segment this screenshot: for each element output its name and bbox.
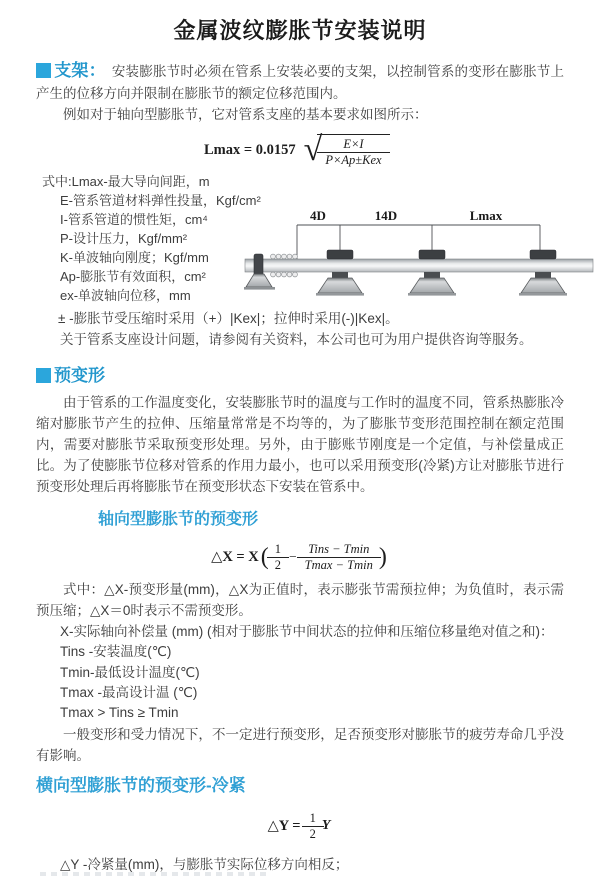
open-paren: ( (260, 544, 269, 571)
fraction-numerator: Tins − Tmin (297, 542, 381, 557)
pipe-support-icon (316, 250, 364, 296)
temperature-fraction (301, 542, 377, 572)
section-bullet-icon (36, 63, 51, 78)
one-half-fraction (306, 811, 320, 841)
temp-line: Tmax > Tins ≥ Tmin (60, 705, 179, 720)
lateral-predeform-heading: 横向型膨胀节的预变形-冷紧 (36, 776, 246, 796)
pipe-diagram-svg (243, 207, 597, 309)
pipe (245, 259, 593, 272)
guide-spacing-formula (204, 131, 564, 169)
definition-line: K-单波轴向刚度；Kgf/mm (60, 249, 209, 265)
support-requirement-diagram (243, 207, 597, 309)
fraction (321, 137, 385, 167)
support-intro-paragraph (36, 58, 564, 105)
radicand (317, 134, 389, 167)
temp-line: Tins -安装温度(℃) (60, 644, 172, 660)
support-intro-text: 安装膨胀节时必须在管系上安装必要的支架，以控制管系的变形在膨胀节上产生的位移方向并限制在膨胀节的额定位移范围内。 (36, 64, 565, 102)
axial-note-line: 一般变形和受力情况下，不一定进行预变形，足否预变形对膨胀节的疲劳寿命几乎没有影响。 (36, 727, 564, 764)
section-bullet-icon (36, 368, 51, 383)
definition-line: I-管系管道的惯性矩，cm⁴ (60, 211, 208, 227)
definition-line: Ap-膨胀节有效面积，cm² (60, 268, 206, 284)
dimension-label-4d: 4D (310, 208, 326, 223)
temp-line: Tmin-最低设计温度(℃) (60, 664, 200, 680)
fraction-numerator: 1 (267, 542, 289, 557)
one-half-fraction (271, 542, 285, 572)
formula-rhs: Y (321, 818, 331, 834)
minus-operator: − (289, 548, 297, 564)
definition-line: ex-单波轴向位移，mm (60, 287, 191, 303)
temp-line: Tmax -最高设计温 (℃) (60, 684, 198, 700)
document-page (0, 14, 600, 876)
definition-line: E-管系管道材料弹性投量，Kgf/cm² (60, 193, 261, 208)
dimension-label-14d: 14D (374, 208, 398, 223)
fraction-numerator: 1 (302, 811, 324, 826)
dimension-label-lmax: Lmax (469, 208, 503, 223)
cut-off-text-line (40, 872, 270, 876)
axial-predeform-heading: 轴向型膨胀节的预变形 (98, 510, 259, 528)
axial-predeform-formula (36, 542, 564, 572)
pipe-support-icon (519, 250, 567, 296)
predeform-body-paragraph: 由于管系的工作温度变化，安装膨胀节时的温度与工作时的温度不同，管系热膨胀冷缩对膨胀节产生的拉伸、压缩量常常是不均等的，为了膨胀节变形范围控制在额定范围内，需要对膨胀节采取预变形处理。另外，由于膨账节刚度是一个定值，与补偿量成正比。为了使膨胀节位移对管系的作用力最小，也可以采用预变形(冷紧)方让对膨胀节进行预变形处理后再将膨胀节在预变形状态下安装在管系中。 (36, 395, 564, 494)
fraction-denominator: 2 (309, 826, 316, 841)
pipe-support-icon (408, 250, 456, 296)
formula-lhs: △X = X (211, 549, 259, 566)
fraction-denominator: P×Ap±Kex (325, 152, 382, 167)
support-section-heading: 支架： (54, 61, 106, 81)
consulting-note: 关于管系支座设计问题，请参阅有关资料，本公司也可为用户提供咨询等服务。 (60, 331, 533, 347)
definition-line: P-设计压力，Kgf/mm² (60, 230, 188, 246)
lateral-note-line: △Y -冷紧量(mm)，与膨胀节实际位移方向相反； (60, 857, 349, 873)
fraction-denominator: Tmax − Tmin (304, 557, 373, 572)
axial-where-line: 式中：△X-预变形量(mm)，△X为正值时，表示膨张节需预拉伸；为负值时，表示需预压缩；△X＝0时表示不需预变形。 (36, 582, 564, 619)
predeform-section-heading-row (36, 363, 564, 389)
fraction-numerator: E×I (317, 137, 389, 152)
definition-line: 式中:Lmax-最大导向间距，m (42, 174, 210, 190)
support-example-line: 例如对于轴向型膨胀节，它对管系支座的基本要求如图所示： (63, 107, 428, 123)
lateral-predeform-formula (36, 811, 564, 841)
x-definition-line: X-实际轴向补偿量 (mm) (相对于膨胀节中间状态的拉伸和压缩位移量绝对值之和)： (60, 624, 554, 639)
radical-sign: √ (303, 131, 323, 169)
page-title: 金属波纹膨胀节安装说明 (173, 18, 427, 43)
close-paren: ) (378, 544, 387, 571)
formula-lhs: Lmax = 0.0157 (204, 142, 296, 159)
sign-convention-note: ± -膨胀节受压缩时采用（+）|Kex|；拉伸时采用(-)|Kex|。 (58, 310, 399, 326)
formula-lhs: △Y = (267, 818, 301, 835)
predeform-section-heading: 预变形 (54, 365, 105, 385)
fraction-denominator: 2 (274, 557, 282, 572)
